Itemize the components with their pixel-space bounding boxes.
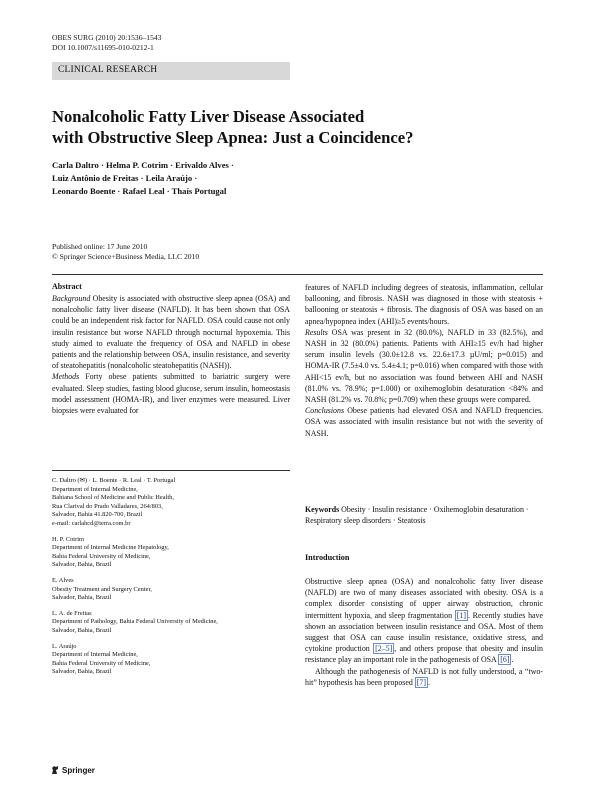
keywords-text: Obesity · Insulin resistance · Oxihemoglobin desaturation · Respiratory sleep disorders · Steatosis <box>305 505 529 526</box>
journal-citation: OBES SURG (2010) 20:1536–1543 <box>52 33 162 42</box>
affiliation-line: Obesity Treatment and Surgery Center, <box>52 585 152 593</box>
citation-link[interactable]: [2–5] <box>375 644 393 654</box>
results-label: Results <box>305 327 328 337</box>
affiliation-line: C. Daltro (✉) · L. Boente · R. Leal · T. Portugal <box>52 477 176 484</box>
affiliation-line: Department of Internal Medicine, <box>52 651 138 659</box>
citation-link[interactable]: [1] <box>456 610 466 620</box>
affiliation-block <box>52 477 290 529</box>
keywords-label: Keywords <box>305 505 340 514</box>
intro-text: Although the pathogenesis of NAFLD is not fully understood, a “two-hit” hypothesis has been proposed <box>305 666 543 687</box>
citation-link[interactable]: [7] <box>416 677 426 687</box>
affiliation-line: Salvador, Bahia, Brazil <box>52 561 112 569</box>
methods-text: Forty obese patients submitted to bariatric surgery were evaluated. Sleep studies, fasting blood glucose, serum insulin, homeostasis model assessment (HOMA-IR), and liver enzymes were measured. Liver biopsies were evaluated for <box>52 372 290 416</box>
intro-text: , and others propose that obesity and insulin resistance play an important role in the pathogenesis of OSA <box>305 644 543 665</box>
email-link[interactable]: e-mail: carlahcd@terra.com.br <box>52 519 131 527</box>
methods-label: Methods <box>52 372 80 382</box>
intro-text: . <box>428 677 430 687</box>
affiliation-line: L. A. de Freitas <box>52 609 92 617</box>
abstract-right-column <box>305 282 543 439</box>
springer-horse-icon <box>50 765 60 775</box>
affiliation-block <box>52 643 290 677</box>
affiliation-line: Bahiana School of Medicine and Public Health, <box>52 494 174 502</box>
affiliation-line: Bahia Federal University of Medicine, <box>52 552 151 560</box>
affiliation-line: Department of Pathology, Bahia Federal University of Medicine, <box>52 618 218 626</box>
affiliation-line: E. Alves <box>52 576 74 584</box>
intro-text: . <box>511 655 514 665</box>
author-line: Leonardo Boente · Rafael Leal · Thaís Portugal <box>52 186 227 196</box>
published-date: Published online: 17 June 2010 <box>52 242 148 251</box>
abstract-heading: Abstract <box>52 282 82 291</box>
affiliation-line: Department of Internal Medicine, <box>52 485 138 493</box>
author-line: Luiz Antônio de Freitas · Leila Araújo · <box>52 173 198 183</box>
publication-info <box>52 242 199 262</box>
affiliation-line: Salvador, Bahia, Brazil <box>52 594 112 602</box>
conclusions-text: Obese patients had elevated OSA and NAFLD frequencies. OSA was associated with insulin resistance but not with the severity of NASH. <box>305 406 543 438</box>
article-title <box>52 106 552 148</box>
section-label: CLINICAL RESEARCH <box>58 65 158 75</box>
affiliation-line: Salvador, Bahia 41.820-700, Brazil <box>52 511 143 519</box>
publisher-name: Springer <box>62 765 95 775</box>
intro-paragraph-1 <box>305 576 543 666</box>
introduction-heading: Introduction <box>305 553 350 562</box>
abstract-conclusions <box>305 405 543 439</box>
abstract-methods <box>52 371 290 416</box>
conclusions-label: Conclusions <box>305 406 345 416</box>
affiliation-line: Rua Clarival do Prado Valladares, 264/803, <box>52 502 163 510</box>
affiliation-line: Salvador, Bahia, Brazil <box>52 626 112 634</box>
affiliation-line: Bahia Federal University of Medicine, <box>52 659 151 667</box>
background-text: Obesity is associated with obstructive sleep apnea (OSA) and nonalcoholic fatty liver disease (NAFLD). It has been shown that OSA could be an independent risk factor for NAFLD. OSA could cause not only insulin resistance but worse NAFLD through nocturnal hypoxemia. This study aimed to evaluate the frequency of OSA and NAFLD in obese patients and the relationship between OSA, insulin resistance, and severity of steatohepatitis (nonalcoholic steatohepatitis (NASH)). <box>52 294 290 371</box>
intro-paragraph-2 <box>305 666 543 688</box>
results-text: OSA was present in 32 (80.0%), NAFLD in 33 (82.5%), and NASH in 32 (80.0%) patients. Patients with AHI≥15 ev/h had higher serum insulin levels (30.0±12.8 vs. 22.6±17.3 µU/ml; p=0.015) and HOMA-IR (7.5±4.0 vs. 5.4±4.1; p=0.016) when compared with those with AHI<15 ev/h, but no association was found between AHI and NASH (81.0% vs. 78.9%; p=1.000) or oxihemoglobin desaturation <84% and NASH (81.2% vs. 70.8%; p=0.709) when these groups were compared. <box>305 327 543 405</box>
background-label: Background <box>52 294 91 303</box>
methods-continued: features of NAFLD including degrees of steatosis, inflammation, cellular ballooning, and fibrosis. NASH was diagnosed in those with steatosis + ballooning or steatosis + fibrosis. The diagnosis of OSA was based on an apnea/hypopnea index (AHI)≥5 events/hours. <box>305 283 543 326</box>
affiliation-line: Salvador, Bahia, Brazil <box>52 668 112 676</box>
keywords <box>305 504 543 527</box>
introduction-body <box>305 576 543 688</box>
intro-text: Obstructive sleep apnea (OSA) and nonalcoholic fatty liver disease (NAFLD) are two of many diseases associated with obesity. OSA is a complex disorder consisting of upper airway obstruction, chronic intermittent hypoxia, and sleep fragmentation <box>305 577 543 620</box>
affiliation-rule <box>52 470 290 471</box>
affiliation-block <box>52 610 290 636</box>
affiliation-block <box>52 536 290 570</box>
copyright: © Springer Science+Business Media, LLC 2010 <box>52 252 200 261</box>
abstract-background <box>52 293 290 371</box>
author-list <box>52 159 352 198</box>
journal-header <box>52 33 161 53</box>
affiliation-block <box>52 577 290 603</box>
affiliation-line: L. Araújo <box>52 642 77 650</box>
section-banner <box>52 62 290 80</box>
author-line: Carla Daltro · Helma P. Cotrim · Erivaldo Alves · <box>52 160 234 170</box>
title-line: Nonalcoholic Fatty Liver Disease Associated <box>52 107 365 126</box>
publisher-footer <box>50 765 95 775</box>
citation-link[interactable]: [6] <box>500 655 510 665</box>
abstract-left-column <box>52 293 290 416</box>
doi: DOI 10.1007/s11695-010-0212-1 <box>52 43 154 52</box>
affiliations <box>52 477 290 684</box>
intro-text: . Recently studies have shown an association between insulin resistance and OSA. Most of them suggest that OSA can cause insulin resistance, oxidative stress, and cytokine production <box>305 610 544 654</box>
affiliation-line: Department of Internal Medicine Hepatology, <box>52 544 169 552</box>
affiliation-line: H. P. Cotrim <box>52 535 84 543</box>
abstract-results <box>305 327 543 405</box>
title-line: with Obstructive Sleep Apnea: Just a Coincidence? <box>52 128 414 147</box>
header-rule <box>52 274 543 275</box>
